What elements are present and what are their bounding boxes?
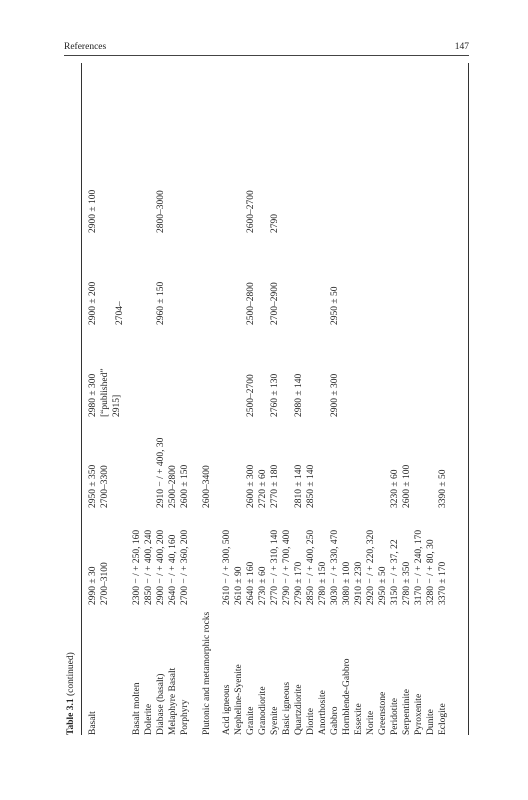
table-cell: 2704– bbox=[115, 301, 125, 325]
table-cell: 2950 ± 350 bbox=[88, 464, 98, 508]
table-cell: 2730 ± 60 bbox=[258, 566, 268, 605]
table-caption-text: (continued) bbox=[66, 652, 76, 697]
table-cell: 2500–2700 bbox=[246, 374, 256, 417]
table-cell: 2920 − / + 220, 320 bbox=[366, 529, 376, 605]
table-cell: 3170 − / + 240, 170 bbox=[414, 529, 424, 605]
row-label: Basic igneous bbox=[282, 681, 292, 735]
row-label: Syenite bbox=[270, 706, 280, 735]
table-bottom-rule bbox=[468, 63, 469, 735]
table-cell: 2900 ± 100 bbox=[88, 189, 98, 233]
row-label: Dolerite bbox=[144, 703, 154, 735]
table-cell: 2980 ± 140 bbox=[294, 373, 304, 417]
row-label: Melaphyre Basalt bbox=[168, 667, 178, 735]
row-label: Quartzdiorite bbox=[294, 684, 304, 735]
table-cell: 2610 ± 90 bbox=[234, 566, 244, 605]
table-cell: 3230 ± 60 bbox=[390, 469, 400, 508]
table-cell: 2790 − / + 700, 400 bbox=[282, 529, 292, 605]
table-cell: 2790 bbox=[270, 214, 280, 233]
table-cell: 2760 ± 130 bbox=[270, 373, 280, 417]
table-cell: 2900 ± 200 bbox=[88, 281, 98, 325]
table-cell: 2915] bbox=[112, 394, 122, 417]
row-label: Basalt molten bbox=[132, 682, 142, 735]
rotated-table bbox=[66, 63, 470, 735]
table-cell: 2600–2700 bbox=[246, 190, 256, 233]
table-cell: 2900 ± 300 bbox=[330, 373, 340, 417]
table-cell: 2600 ± 300 bbox=[246, 464, 256, 508]
table-cell: 2910 ± 230 bbox=[354, 561, 364, 605]
table-cell: 2900 − / + 400, 200 bbox=[156, 529, 166, 605]
table-cell: 3370 ± 170 bbox=[438, 561, 448, 605]
table-cell: 2500–2800 bbox=[246, 282, 256, 325]
row-label: Pyroxenite bbox=[414, 693, 424, 735]
table-cell: 2850 − / + 400, 250 bbox=[306, 529, 316, 605]
row-label: Serpentinite bbox=[402, 689, 412, 735]
row-label: Diabase (basalt) bbox=[156, 673, 166, 735]
table-cell: 2600 ± 150 bbox=[180, 464, 190, 508]
table-cell: 2700–3100 bbox=[100, 562, 110, 605]
row-label: Hornblende-Gabbro bbox=[342, 658, 352, 735]
table-cell: 2960 ± 150 bbox=[156, 281, 166, 325]
table-caption-label: Table 3.1 bbox=[66, 698, 76, 735]
table-cell: 3030 − / + 330, 470 bbox=[330, 529, 340, 605]
table-cell: 2990 ± 30 bbox=[88, 566, 98, 605]
table-cell: 2980 ± 300 bbox=[88, 373, 98, 417]
table-cell: 2610 − / + 300, 500 bbox=[222, 529, 232, 605]
table-caption bbox=[66, 652, 77, 735]
header-rule bbox=[64, 55, 469, 56]
row-label: Acid igneous bbox=[222, 684, 232, 735]
row-label: Porphyry bbox=[180, 699, 190, 735]
table-cell: 2770 ± 180 bbox=[270, 464, 280, 508]
table-cell: 3150 − / + 37, 22 bbox=[390, 539, 400, 605]
table-cell: 2300 − / + 250, 160 bbox=[132, 529, 142, 605]
table-cell: 2790 ± 170 bbox=[294, 561, 304, 605]
row-label: Eclogite bbox=[438, 703, 448, 735]
table-cell: 2780 ± 150 bbox=[318, 561, 328, 605]
table-cell: 2780 ± 350 bbox=[402, 561, 412, 605]
table-cell: 2810 ± 140 bbox=[294, 464, 304, 508]
row-label: Dunite bbox=[426, 709, 436, 735]
running-header-section: References bbox=[64, 42, 107, 52]
table-cell: 3280 − / + 80, 30 bbox=[426, 539, 436, 605]
table-cell: 3080 ± 100 bbox=[342, 561, 352, 605]
table-cell: 2700 − / + 360, 200 bbox=[180, 529, 190, 605]
table-top-rule bbox=[81, 63, 82, 735]
table-cell: 2850 − / + 400, 240 bbox=[144, 529, 154, 605]
row-label: Granodiorite bbox=[258, 686, 268, 735]
table-cell: 2600–3400 bbox=[202, 465, 212, 508]
row-label: Norite bbox=[366, 710, 376, 735]
row-label: Peridotite bbox=[390, 698, 400, 735]
table-cell: 2700–2900 bbox=[270, 282, 280, 325]
table-cell: [“published” bbox=[100, 368, 110, 417]
row-label: Granite bbox=[246, 706, 256, 735]
page-number: 147 bbox=[454, 42, 469, 52]
table-cell: 2700–3300 bbox=[100, 465, 110, 508]
row-label: Plutonic and metamorphic rocks bbox=[202, 611, 212, 735]
table-cell: 2640 − / + 40, 160 bbox=[168, 534, 178, 605]
table-cell: 2950 ± 50 bbox=[330, 286, 340, 325]
table-cell: 3390 ± 50 bbox=[438, 469, 448, 508]
row-label: Basalt bbox=[88, 711, 98, 735]
row-label: Anorthosite bbox=[318, 690, 328, 735]
row-label: Gabbro bbox=[330, 706, 340, 735]
table-cell: 2770 − / + 310, 140 bbox=[270, 529, 280, 605]
row-label: Nepheline-Syenite bbox=[234, 664, 244, 735]
row-label: Greenstone bbox=[378, 691, 388, 735]
table-cell: 2800–3000 bbox=[156, 190, 166, 233]
table-cell: 2850 ± 140 bbox=[306, 464, 316, 508]
table-cell: 2950 ± 50 bbox=[378, 566, 388, 605]
row-label: Diorite bbox=[306, 708, 316, 735]
table-cell: 2720 ± 60 bbox=[258, 469, 268, 508]
table-cell: 2910 − / + 400, 30 bbox=[156, 437, 166, 508]
table-cell: 2500–2800 bbox=[168, 465, 178, 508]
row-label: Essexite bbox=[354, 703, 364, 735]
table-cell: 2640 ± 160 bbox=[246, 561, 256, 605]
table-cell: 2600 ± 100 bbox=[402, 464, 412, 508]
